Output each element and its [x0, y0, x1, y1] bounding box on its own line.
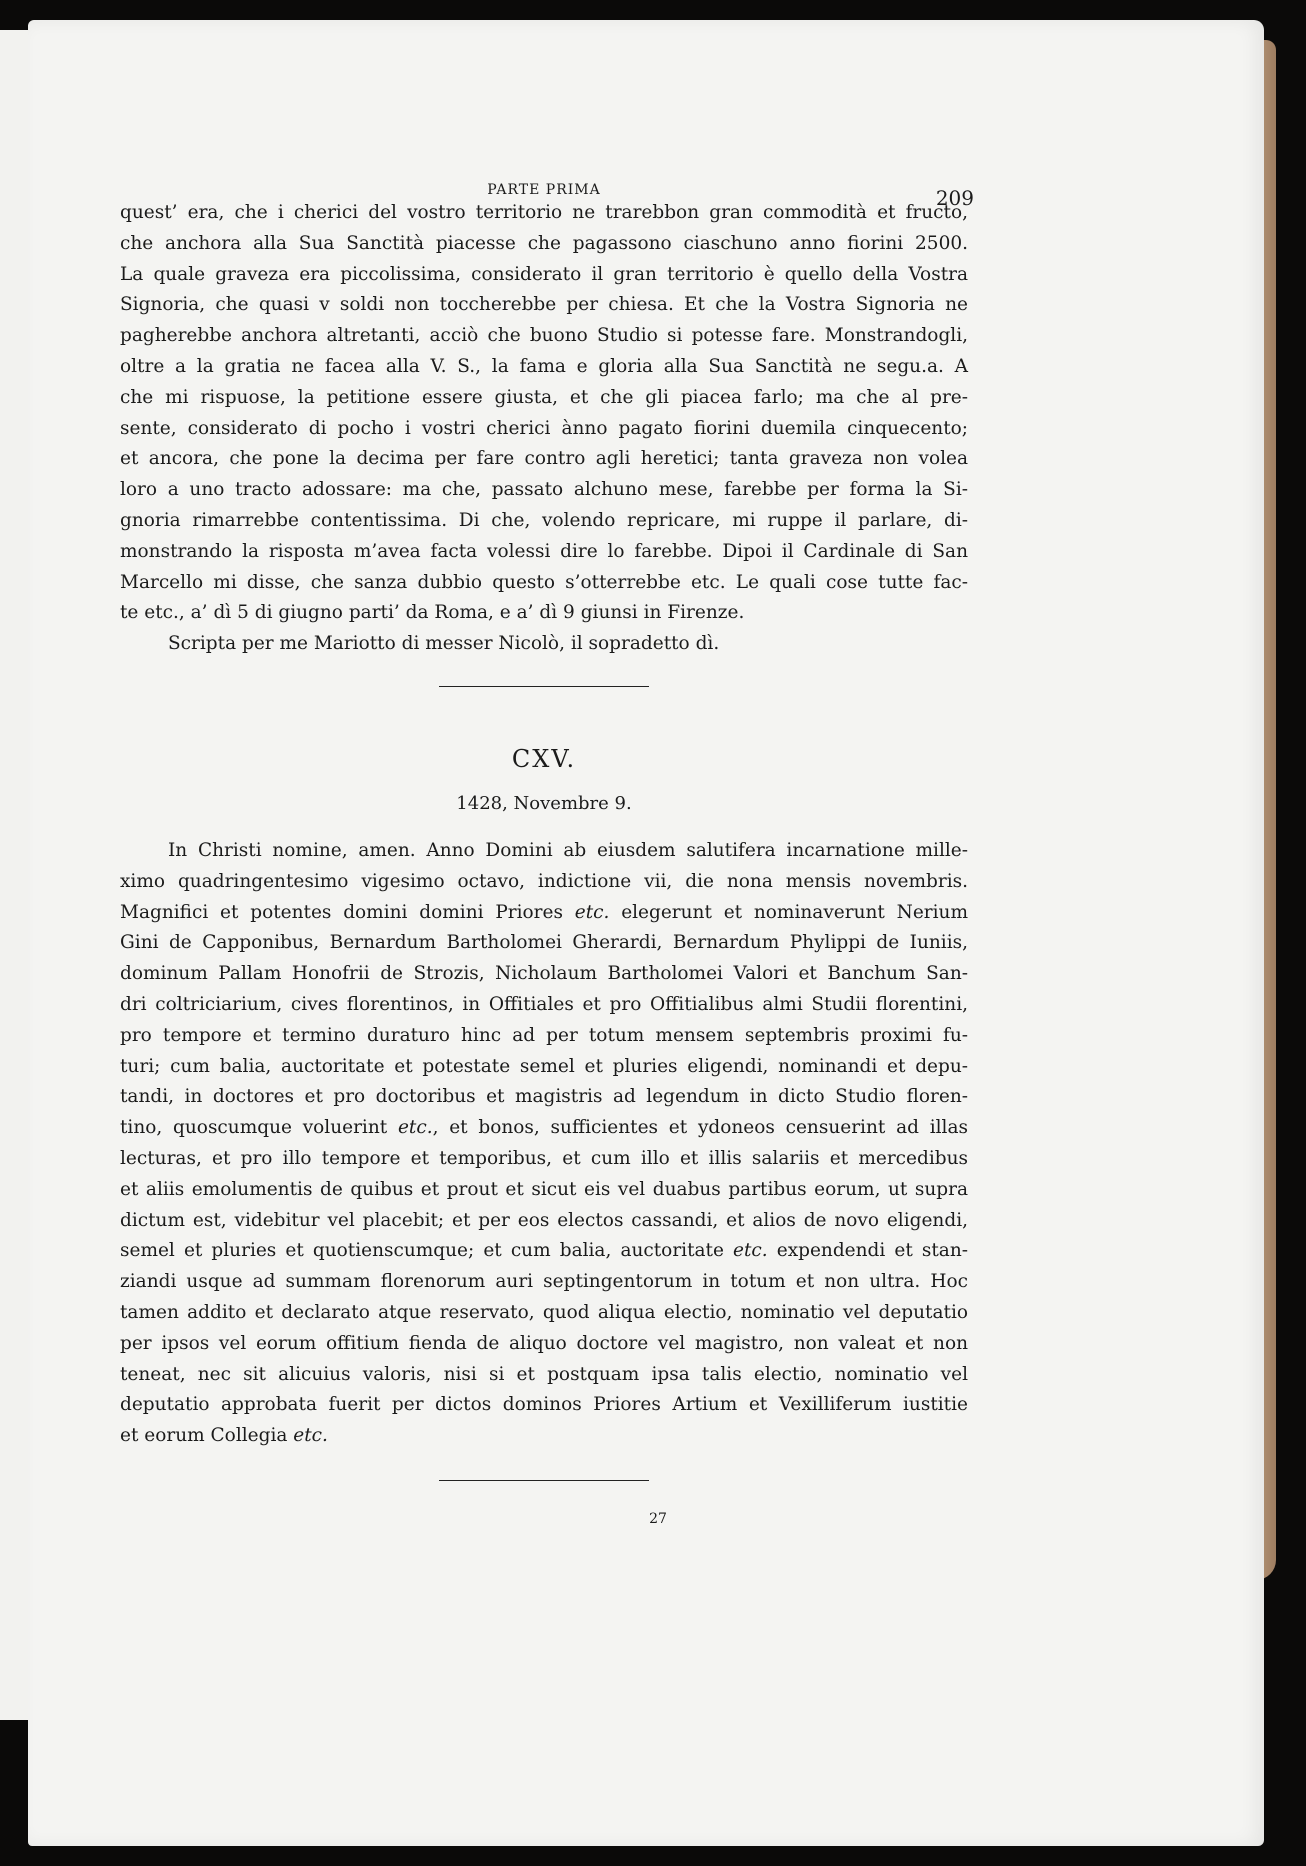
- text-line: tino, quoscumque voluerint etc., et bonos, sufficientes et ydoneos censuerint ad illas: [120, 1117, 968, 1139]
- text-line: oltre a la gratia ne facea alla V. S., la fama e gloria alla Sua Sanctità ne segu.a. A: [120, 355, 968, 377]
- text-line: gnoria rimarrebbe contentissima. Di che, volendo repricare, mi ruppe il parlare, di-: [120, 509, 968, 531]
- text-line: sente, considerato di pocho i vostri cherici ànno pagato fiorini duemila cinquecento;: [120, 417, 968, 439]
- section-divider: [439, 1480, 649, 1481]
- text-line: La quale graveza era piccolissima, considerato il gran territorio è quello della Vostra: [120, 263, 968, 285]
- text-line: pro tempore et termino duraturo hinc ad per totum mensem septembris proximi fu-: [120, 1024, 968, 1046]
- running-head-title: PARTE PRIMA: [487, 182, 601, 198]
- text-line: deputatio approbata fuerit per dictos dominos Priores Artium et Vexilliferum iustitie: [120, 1394, 968, 1416]
- text-line: che anchora alla Sua Sanctità piacesse che pagassono ciaschuno anno fiorini 2500.: [120, 232, 968, 254]
- text-line: dictum est, videbitur vel placebit; et per eos electos cassandi, et alios de novo eligendi,: [120, 1209, 968, 1231]
- italic-abbreviation: etc.: [574, 901, 610, 923]
- signature-mark: 27: [649, 1510, 667, 1527]
- text-line: pagherebbe anchora altretanti, acciò che buono Studio si potesse fare. Monstrandogli,: [120, 325, 968, 347]
- text-line: per ipsos vel eorum offitium fienda de aliquo doctore vel magistro, non valeat et non: [120, 1332, 968, 1354]
- running-head: [120, 154, 974, 210]
- text-line: quest’ era, che i cherici del vostro territorio ne trarebbon gran commodità et fructo,: [120, 202, 968, 223]
- text-line: ziandi usque ad summam florenorum auri septingentorum in totum et non ultra. Hoc: [120, 1271, 968, 1293]
- text-line: dominum Pallam Honofrii de Strozis, Nicholaum Bartholomei Valori et Banchum San-: [120, 963, 968, 985]
- text-line: et eorum Collegia etc.: [120, 1425, 328, 1447]
- text-line: turi; cum balia, auctoritate et potestate semel et pluries eligendi, nominandi et depu-: [120, 1055, 968, 1077]
- text-line: che mi rispuose, la petitione essere giusta, et che gli piacea farlo; ma che al pre-: [120, 386, 968, 408]
- text-line: lecturas, et pro illo tempore et temporibus, et cum illo et illis salariis et mercedibus: [120, 1147, 968, 1169]
- text-line: et ancora, che pone la decima per fare contro agli heretici; tanta graveza non volea: [120, 448, 968, 470]
- text-line: In Christi nomine, amen. Anno Domini ab eiusdem salutifera incarnatione mille-: [168, 839, 968, 861]
- text-line: monstrando la risposta m’avea facta volessi dire lo farebbe. Dipoi il Cardinale di San: [120, 540, 968, 562]
- text-line: et aliis emolumentis de quibus et prout et sicut eis vel duabus partibus eorum, ut supra: [120, 1178, 968, 1200]
- text-line: tandi, in doctores et pro doctoribus et magistris ad legendum in dicto Studio floren-: [120, 1086, 968, 1108]
- text-line: Signoria, che quasi v soldi non toccherebbe per chiesa. Et che la Vostra Signoria ne: [120, 294, 968, 316]
- text-line: semel et pluries et quotienscumque; et cum balia, auctoritate etc. expendendi et stan-: [120, 1240, 969, 1262]
- text-line: te etc., a’ dì 5 di giugno parti’ da Roma, e a’ dì 9 giunsi in Firenze.: [120, 602, 745, 624]
- text-line: Gini de Capponibus, Bernardum Bartholomei Gherardi, Bernardum Phylippi de Iuniis,: [120, 932, 968, 954]
- letter-text: [120, 198, 968, 660]
- text-line: ximo quadringentesimo vigesimo octavo, indictione vii, die nona mensis novembris.: [120, 870, 968, 892]
- text-line: teneat, nec sit alicuius valoris, nisi si et postquam ipsa talis electio, nominatio vel: [120, 1363, 968, 1385]
- text-line: Magnifici et potentes domini domini Priores etc. elegerunt et nominaverunt Nerium: [120, 901, 968, 923]
- page-content: [120, 154, 974, 1527]
- text-line: Marcello mi disse, che sanza dubbio questo s’otterrebbe etc. Le quali cose tutte fac-: [120, 571, 968, 593]
- page-number: 209: [935, 186, 974, 210]
- document-number: CXV.: [511, 744, 577, 773]
- letter-signoff: Scripta per me Mariotto di messer Nicolò, il sopradetto dì.: [168, 633, 720, 655]
- text-line: dri coltriciarium, cives florentinos, in Offitiales et pro Offitialibus almi Studii florentini,: [120, 993, 968, 1015]
- italic-abbreviation: etc.: [293, 1425, 328, 1447]
- document-date: 1428, Novembre 9.: [456, 792, 632, 814]
- text-line: loro a uno tracto adossare: ma che, passato alchuno mese, farebbe per forma la Si-: [120, 479, 968, 501]
- italic-abbreviation: etc.: [733, 1240, 768, 1262]
- text-line: tamen addito et declarato atque reservato, quod aliqua electio, nominatio vel deputatio: [120, 1301, 968, 1323]
- book-page: [28, 20, 1264, 1846]
- section-divider: [439, 686, 649, 687]
- italic-abbreviation: etc.: [397, 1117, 433, 1139]
- document-text: [120, 836, 968, 1452]
